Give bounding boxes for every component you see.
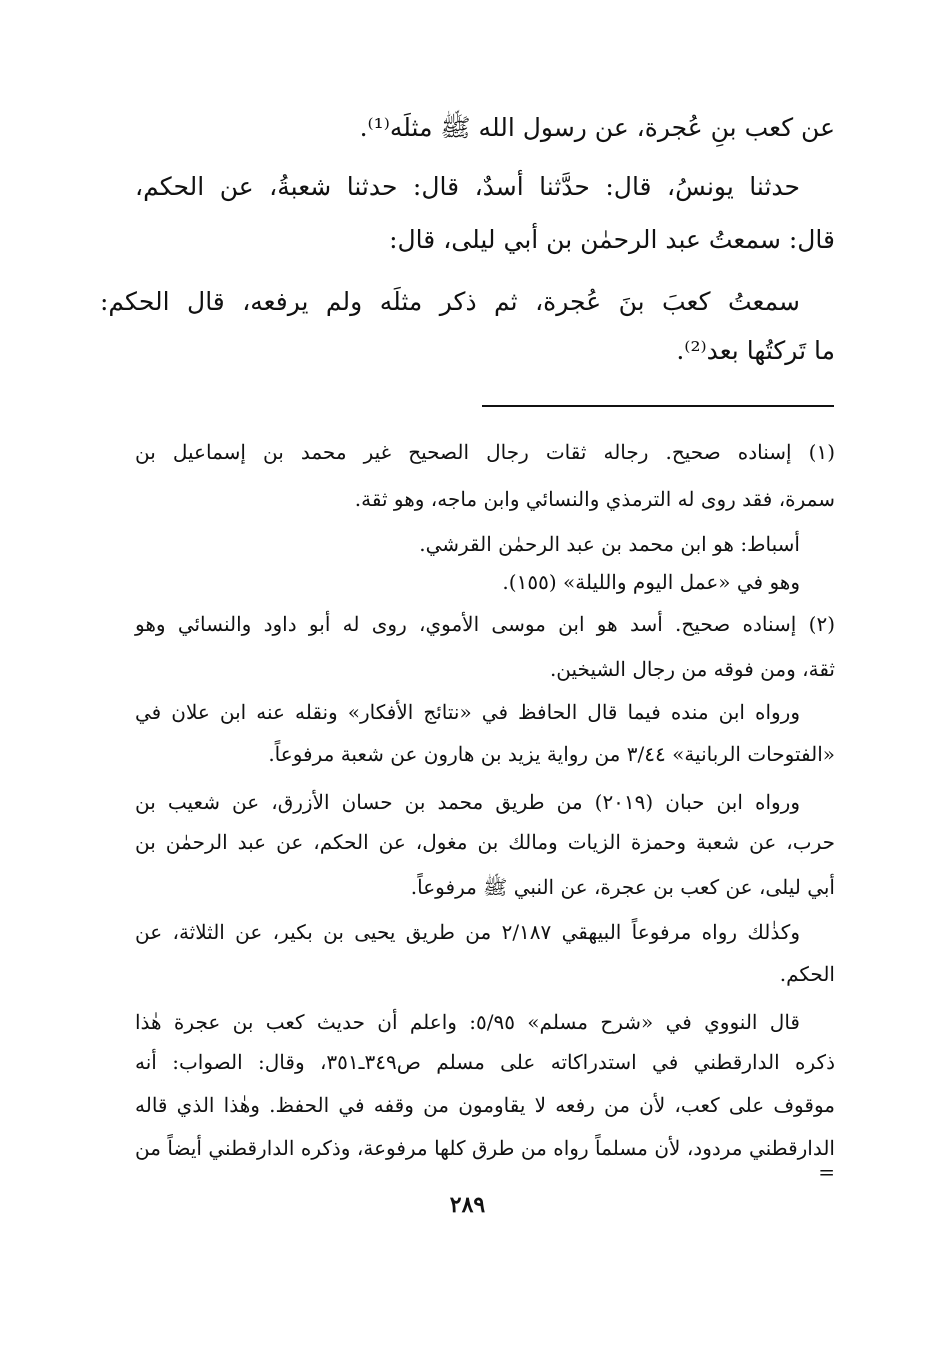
footnote-line-1: (١) إسناده صحيح. رجاله ثقات رجال الصحيح غير محمد بن إسماعيل بن [135, 440, 835, 464]
footnote-line-15: ذكره الدارقطني في استدراكاته على مسلم ص٣٤٩ـ٣٥١، وقال: الصواب: أنه [135, 1050, 835, 1074]
main-text-line-5: ما تَركتُها بعد⁽²⁾. [676, 336, 835, 365]
footnote-line-8: «الفتوحات الربانية» ٣/٤٤ من رواية يزيد بن هارون عن شعبة مرفوعاً. [268, 742, 835, 766]
main-text-line-4: سمعتُ كعبَ بنَ عُجرة، ثم ذكر مثلَه ولم يرفعه، قال الحكم: [100, 287, 800, 316]
footnote-divider [482, 405, 834, 407]
footnote-line-9: ورواه ابن حبان (٢٠١٩) من طريق محمد بن حسان الأزرق، عن شعيب بن [135, 790, 800, 814]
footnote-line-14: قال النووي في «شرح مسلم» ٥/٩٥: واعلم أن حديث كعب بن عجرة هٰذا [135, 1010, 800, 1034]
footnote-line-17: الدارقطني مردود، لأن مسلماً رواه من طرق كلها مرفوعة، وذكره الدارقطني أيضاً من = [135, 1136, 835, 1184]
footnote-line-10: حرب، عن شعبة وحمزة الزيات ومالك بن مغول، عن الحكم، عن عبد الرحمٰن بن [135, 830, 835, 854]
footnote-line-2: سمرة، فقد روى له الترمذي والنسائي وابن ماجه، وهو ثقة. [354, 487, 835, 511]
main-text-line-3: قال: سمعتُ عبد الرحمٰن بن أبي ليلى، قال: [389, 225, 835, 254]
footnote-line-6: ثقة، ومن فوقه من رجال الشيخين. [549, 657, 835, 681]
footnote-line-11: أبي ليلى، عن كعب بن عجرة، عن النبي ﷺ مرفوعاً. [410, 875, 835, 899]
main-text-line-1: عن كعب بنِ عُجرة، عن رسول الله ﷺ مثلَه⁽¹⁾. [359, 113, 835, 142]
main-text-line-2: حدثنا يونسُ، قال: حدَّثنا أسدٌ، قال: حدثنا شعبةُ، عن الحكم، [135, 172, 800, 201]
footnote-line-4: وهو في «عمل اليوم والليلة» (١٥٥). [502, 570, 800, 594]
footnote-line-13: الحكم. [779, 962, 835, 986]
footnote-line-16: موقوف على كعب، لأن من رفعه لا يقاومون من وقفه في الحفظ. وهٰذا الذي قاله [135, 1093, 835, 1117]
page-number: ٢٨٩ [449, 1192, 486, 1218]
footnote-line-3: أسباط: هو ابن محمد بن عبد الرحمٰن القرشي. [419, 532, 800, 556]
footnote-line-12: وكذٰلك رواه مرفوعاً البيهقي ٢/١٨٧ من طريق يحيى بن بكير، عن الثلاثة، عن [135, 920, 800, 944]
footnote-line-7: ورواه ابن منده فيما قال الحافظ في «نتائج الأفكار» ونقله عنه ابن علان في [135, 700, 800, 724]
footnote-line-5: (٢) إسناده صحيح. أسد هو ابن موسى الأموي، روى له أبو داود والنسائي وهو [135, 612, 835, 636]
